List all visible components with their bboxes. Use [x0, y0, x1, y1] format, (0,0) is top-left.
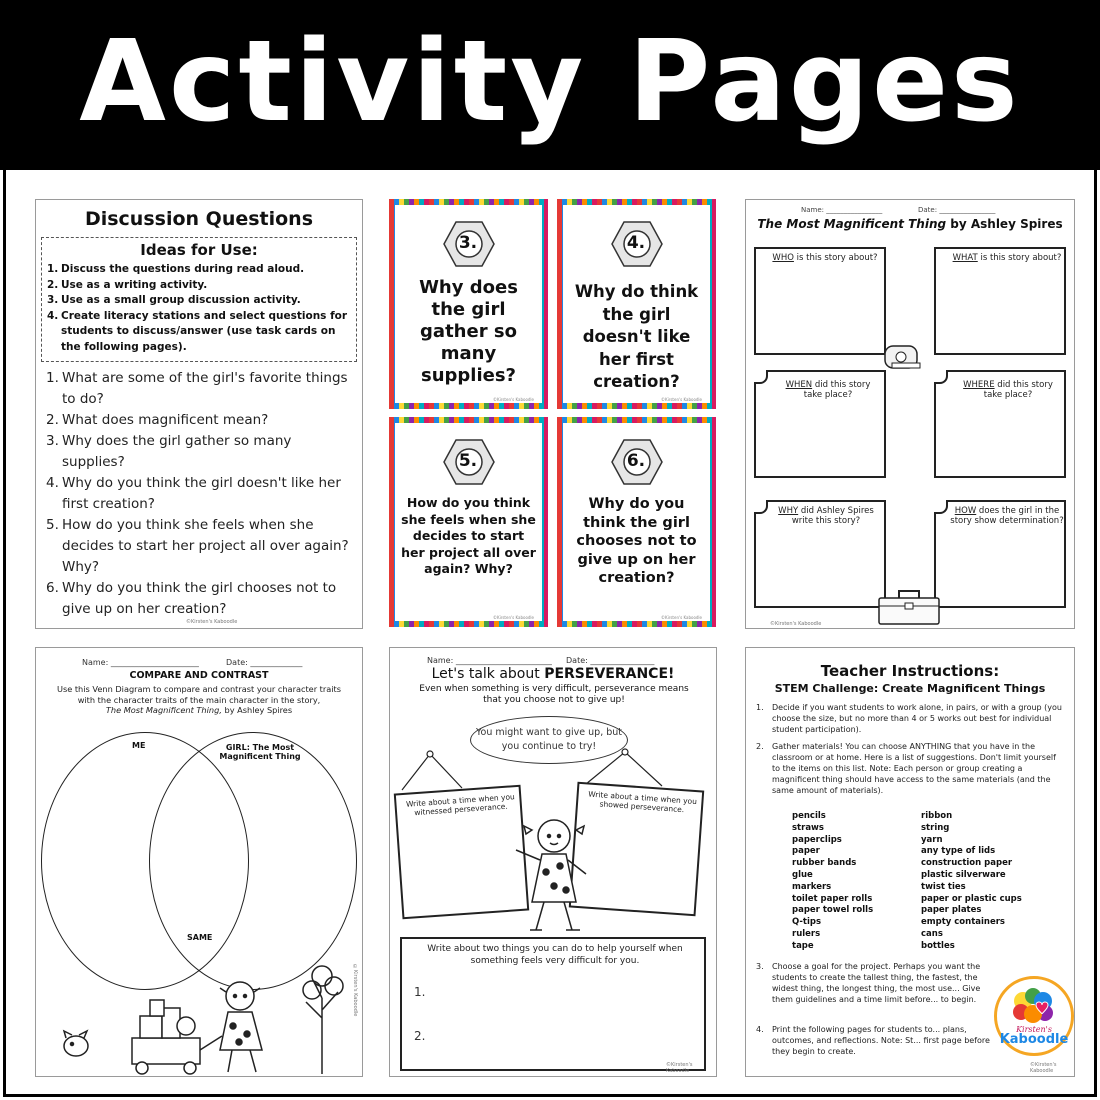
logo-text-main: Kaboodle: [999, 1032, 1069, 1047]
list-item: paper towel rolls: [792, 905, 874, 916]
list-item: Q-tips: [792, 917, 822, 928]
card-question: Why does the girl gather so many supplies?: [419, 277, 518, 386]
list-item: plastic silverware: [921, 869, 1006, 880]
what-prompt: WHAT is this story about?: [952, 253, 1062, 263]
list-item: toilet paper rolls: [792, 893, 873, 904]
where-prompt: WHERE did this story take place?: [963, 380, 1053, 400]
where-box: [934, 370, 1066, 478]
step-3: 3. Choose a goal for the project. Perhaps you want the students to create the tallest thing, the fastest, the widest thing, the longest thing, the most use... Give them guidelines and a time limit before... to begin.: [756, 962, 981, 1004]
list-item: empty containers: [921, 917, 1005, 928]
sign-prompt: Write about a time when you showed perseverance.: [587, 789, 698, 814]
list-item: glue: [792, 869, 813, 880]
list-item: 1. Discuss the questions during read aloud.: [47, 263, 305, 275]
card-footer: ©Kirsten's Kaboodle: [660, 397, 702, 402]
step-1: 1. Decide if you want students to work alone, in pairs, or with a group (you choose the size, but no more than 4 or 5 works out best for individual student participation).: [756, 703, 1062, 734]
list-item: 5. How do you think she feels when she decides to start her project all over again? Why?: [46, 517, 349, 575]
page-subtitle: Even when something is very difficult, perseverance means that you choose not to give up!: [419, 684, 689, 705]
who-box: [754, 247, 886, 355]
page-subtitle: STEM Challenge: Create Magnificent Things: [774, 682, 1046, 695]
how-box: [934, 500, 1066, 608]
step-4: 4. Print the following pages for students to... plans, outcomes, and reflections. Note: St... first page before they begin to create.: [756, 1025, 990, 1056]
card-question: How do you think she feels when she decides to start her project all over again? Why?: [401, 495, 536, 576]
why-prompt: WHY did Ashley Spires write this story?: [778, 506, 874, 526]
why-box: [754, 500, 886, 608]
name-field: Name: ________________________: [427, 656, 552, 665]
list-item: paperclips: [792, 834, 842, 845]
perseverance-page: [389, 647, 717, 1077]
list-item: any type of lids: [921, 846, 996, 857]
ideas-box: [41, 237, 357, 362]
list-item: 2. Use as a writing activity.: [47, 278, 208, 291]
card-number: 3.: [458, 233, 478, 253]
task-cards-page: [389, 199, 717, 629]
reflection-prompt: Write about two things you can do to help yourself when something feels very difficult for you.: [427, 944, 683, 966]
card-question: Why do you think the girl chooses not to give up on her creation?: [576, 496, 697, 586]
list-item: ribbon: [921, 811, 953, 821]
card-footer: ©Kirsten's Kaboodle: [492, 397, 534, 402]
list-item: paper or plastic cups: [921, 893, 1022, 904]
venn-label-same: SAME: [187, 933, 213, 942]
brand-logo: [994, 976, 1074, 1056]
page-footer: ©Kirsten's Kaboodle: [186, 619, 238, 625]
card-footer: ©Kirsten's Kaboodle: [492, 615, 534, 620]
instructions: Use this Venn Diagram to compare and contrast your character traits with the character traits of the main character in the story, The Most Magnificent Thing, by Ashley Spires: [56, 684, 342, 715]
question-list: [46, 368, 358, 620]
card-question: Why do think the girl doesn't like her first creation?: [574, 282, 699, 391]
name-field: Name: ______________________: [82, 658, 199, 667]
reflection-box: [400, 937, 706, 1071]
task-card-5: [389, 417, 548, 627]
page-title: COMPARE AND CONTRAST: [129, 670, 269, 681]
list-item: markers: [792, 881, 832, 892]
list-item: string: [921, 822, 950, 833]
when-box: [754, 370, 886, 478]
card-number: 6.: [626, 451, 646, 471]
answer-line-1: 1.: [414, 985, 426, 999]
page-title: Teacher Instructions:: [820, 662, 1000, 680]
task-card-6: [557, 417, 716, 627]
page-title: Let's talk about PERSEVERANCE!: [431, 666, 675, 682]
how-prompt: HOW does the girl in the story show determination?: [950, 506, 1064, 526]
tape-measure-icon: [882, 343, 922, 371]
list-item: rubber bands: [792, 858, 857, 869]
sign-prompt: Write about a time when you witnessed perseverance.: [405, 792, 516, 817]
ideas-title: Ideas for Use:: [140, 241, 258, 259]
teacher-instructions-page: [745, 647, 1075, 1077]
venn-label-girl: GIRL: The Most Magnificent Thing: [219, 743, 301, 761]
compare-contrast-page: [35, 647, 363, 1077]
list-item: 3. Why does the girl gather so many supplies?: [46, 433, 292, 470]
card-number: 4.: [626, 233, 646, 253]
list-item: cans: [921, 928, 943, 939]
page-title: The Most Magnificent Thing by Ashley Spires: [757, 217, 1063, 231]
girl-wagon-illustration: [56, 938, 346, 1077]
venn-label-me: ME: [132, 741, 146, 750]
list-item: paper plates: [921, 905, 982, 916]
materials-list-left: [792, 811, 873, 953]
speech-bubble: You might want to give up, but you continue to try!: [470, 716, 628, 764]
story-organizer-page: [745, 199, 1075, 629]
girl-illustration: [506, 814, 602, 938]
list-item: 4. Why do you think the girl doesn't like her first creation?: [46, 475, 341, 512]
banner-title: Activity Pages: [79, 17, 1021, 147]
materials-list-right: [921, 811, 1022, 953]
list-item: straws: [792, 822, 824, 833]
ideas-list: [47, 262, 350, 355]
list-item: bottles: [921, 940, 955, 951]
list-item: construction paper: [921, 858, 1013, 869]
logo-text-top: Kirsten's: [1016, 1025, 1052, 1034]
list-item: paper: [792, 846, 820, 857]
date-field: Date: ________________: [918, 206, 996, 214]
task-card-4: [557, 199, 716, 409]
who-prompt: WHO is this story about?: [772, 253, 878, 263]
date-field: Date: _____________: [226, 658, 303, 667]
list-item: 3. Use as a small group discussion activity.: [47, 294, 301, 306]
page-footer: ©Kirsten's Kaboodle: [666, 1062, 693, 1074]
card-footer: ©Kirsten's Kaboodle: [660, 615, 702, 620]
page-footer: ©Kirsten's Kaboodle: [770, 621, 822, 627]
list-item: 1. What are some of the girl's favorite things to do?: [46, 370, 348, 407]
page-footer: ©Kirsten's Kaboodle: [352, 963, 358, 1016]
list-item: 6. Why do you think the girl chooses not to give up on her creation?: [46, 580, 337, 617]
page-title: Discussion Questions: [84, 208, 314, 230]
date-field: Date: ________________: [566, 656, 655, 665]
step-2: 2. Gather materials! You can choose ANYTHING that you have in the classroom or at home. Here is a list of suggestions. Don't limit yourself to the items on this list. Note: Each person or group creating a magnificent thing should have access to the same materials (and the same amount of materials).: [756, 742, 1056, 795]
answer-line-2: 2.: [414, 1029, 426, 1043]
toolbox-icon: [876, 586, 942, 626]
header-banner: [0, 0, 1100, 170]
card-number: 5.: [458, 451, 478, 471]
name-field: Name: ________________: [801, 206, 883, 214]
list-item: 4. Create literacy stations and select questions for students to discuss/answer (use task cards on the following pages).: [47, 309, 348, 353]
page-footer: ©Kirsten's Kaboodle: [1030, 1062, 1057, 1074]
list-item: pencils: [792, 811, 826, 821]
brain-heart-icon: [1009, 987, 1059, 1025]
list-item: yarn: [921, 834, 943, 845]
when-prompt: WHEN did this story take place?: [785, 380, 871, 400]
list-item: tape: [792, 940, 814, 951]
what-box: [934, 247, 1066, 355]
discussion-questions-page: [35, 199, 363, 629]
list-item: twist ties: [921, 881, 966, 892]
list-item: rulers: [792, 928, 821, 939]
list-item: 2. What does magnificent mean?: [46, 412, 269, 428]
task-card-3: [389, 199, 548, 409]
